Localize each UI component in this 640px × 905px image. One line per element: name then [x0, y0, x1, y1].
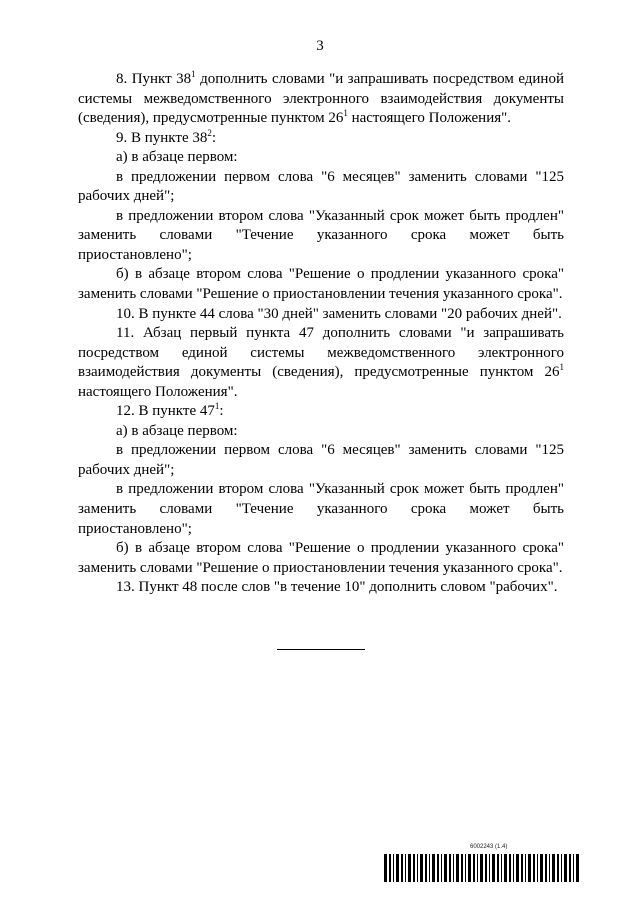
- barcode-bar: [497, 854, 499, 882]
- barcode-bar: [504, 854, 507, 882]
- barcode-bar: [501, 854, 502, 882]
- barcode-bar: [521, 854, 523, 882]
- barcode-bar: [384, 854, 387, 882]
- barcode-bar: [473, 854, 475, 882]
- paragraph: а) в абзаце первом:: [116, 149, 238, 166]
- barcode-bar: [432, 854, 435, 882]
- page-number: 3: [316, 38, 324, 54]
- paragraph: 13. Пункт 48 после слов "в течение 10" дополнить словом "рабочих".: [116, 579, 558, 596]
- barcode-bar: [401, 854, 403, 882]
- paragraph: 10. В пункте 44 слова "30 дней" заменить словами "20 рабочих дней".: [116, 305, 562, 322]
- barcode-bar: [441, 854, 442, 882]
- barcode-label: 6002243 (1.4): [470, 844, 508, 850]
- barcode-bar: [389, 854, 391, 882]
- barcode-bar: [549, 854, 550, 882]
- barcode-bar: [513, 854, 514, 882]
- barcode-bar: [449, 854, 451, 882]
- barcode-bar: [413, 854, 415, 882]
- paragraph: 8. Пункт $38^1$ дополнить словами "и запрашивать посредством единой системы межведомственного электронного взаимодействия документы (сведения), предусмотренные пунктом $26^1$ настоящего Положения".: [78, 69, 564, 127]
- barcode-bar: [564, 854, 567, 882]
- paragraph: 11. Абзац первый пункта 47 дополнить словами "и запрашивать посредством единой системы межведомственного электронного взаимодействия документы (сведения), предусмотренные пунктом $26^1$ настоящего Положения".: [78, 325, 564, 400]
- barcode-bar: [468, 854, 471, 882]
- barcode-bar: [429, 854, 430, 882]
- barcode-bar: [453, 854, 454, 882]
- paragraph: в предложении втором слова "Указанный срок может быть продлен" заменить словами "Течение указанного срока может быть приостановлено";: [78, 481, 564, 537]
- barcode-bar: [408, 854, 411, 882]
- barcode-bar: [540, 854, 543, 882]
- barcode-bar: [492, 854, 495, 882]
- paragraph: в предложении втором слова "Указанный срок может быть продлен" заменить словами "Течение указанного срока может быть приостановлено";: [78, 207, 564, 263]
- paragraph: в предложении первом слова "6 месяцев" заменить словами "125 рабочих дней";: [78, 168, 564, 205]
- barcode-bar: [528, 854, 531, 882]
- barcode-icon: [384, 854, 580, 882]
- paragraph: б) в абзаце втором слова "Решение о продлении указанного срока" заменить словами "Решение о приостановлении течения указанного срока".: [78, 540, 564, 576]
- barcode-bar: [425, 854, 427, 882]
- barcode-bar: [456, 854, 459, 882]
- barcode-bar: [525, 854, 526, 882]
- end-divider: [277, 649, 365, 650]
- barcode-bar: [509, 854, 511, 882]
- barcode-bar: [417, 854, 418, 882]
- barcode-bar: [561, 854, 562, 882]
- barcode-bar: [465, 854, 466, 882]
- document-body: [78, 70, 564, 598]
- barcode-bar: [573, 854, 574, 882]
- barcode-bar: [437, 854, 439, 882]
- barcode-bar: [405, 854, 406, 882]
- barcode-bar: [537, 854, 538, 882]
- barcode-bar: [552, 854, 555, 882]
- barcode-bar: [533, 854, 535, 882]
- barcode-bar: [420, 854, 423, 882]
- paragraph: в предложении первом слова "6 месяцев" заменить словами "125 рабочих дней";: [78, 442, 564, 478]
- barcode-bar: [396, 854, 399, 882]
- barcode-bar: [576, 854, 579, 882]
- barcode-bar: [489, 854, 490, 882]
- barcode-bar: [444, 854, 447, 882]
- paragraph: 9. В пункте $38^2$:: [116, 127, 217, 146]
- paragraph: а) в абзаце первом:: [116, 422, 238, 439]
- barcode-bar: [477, 854, 478, 882]
- barcode-bar: [461, 854, 463, 882]
- barcode-bar: [485, 854, 487, 882]
- barcode-bar: [393, 854, 394, 882]
- paragraph: б) в абзаце втором слова "Решение о продлении указанного срока" заменить словами "Решение о приостановлении течения указанного срока".: [78, 266, 564, 303]
- barcode-bar: [557, 854, 559, 882]
- barcode-bar: [569, 854, 571, 882]
- barcode-bar: [516, 854, 519, 882]
- barcode-bar: [480, 854, 483, 882]
- barcode-bar: [545, 854, 547, 882]
- paragraph: 12. В пункте $47^1$:: [116, 401, 224, 420]
